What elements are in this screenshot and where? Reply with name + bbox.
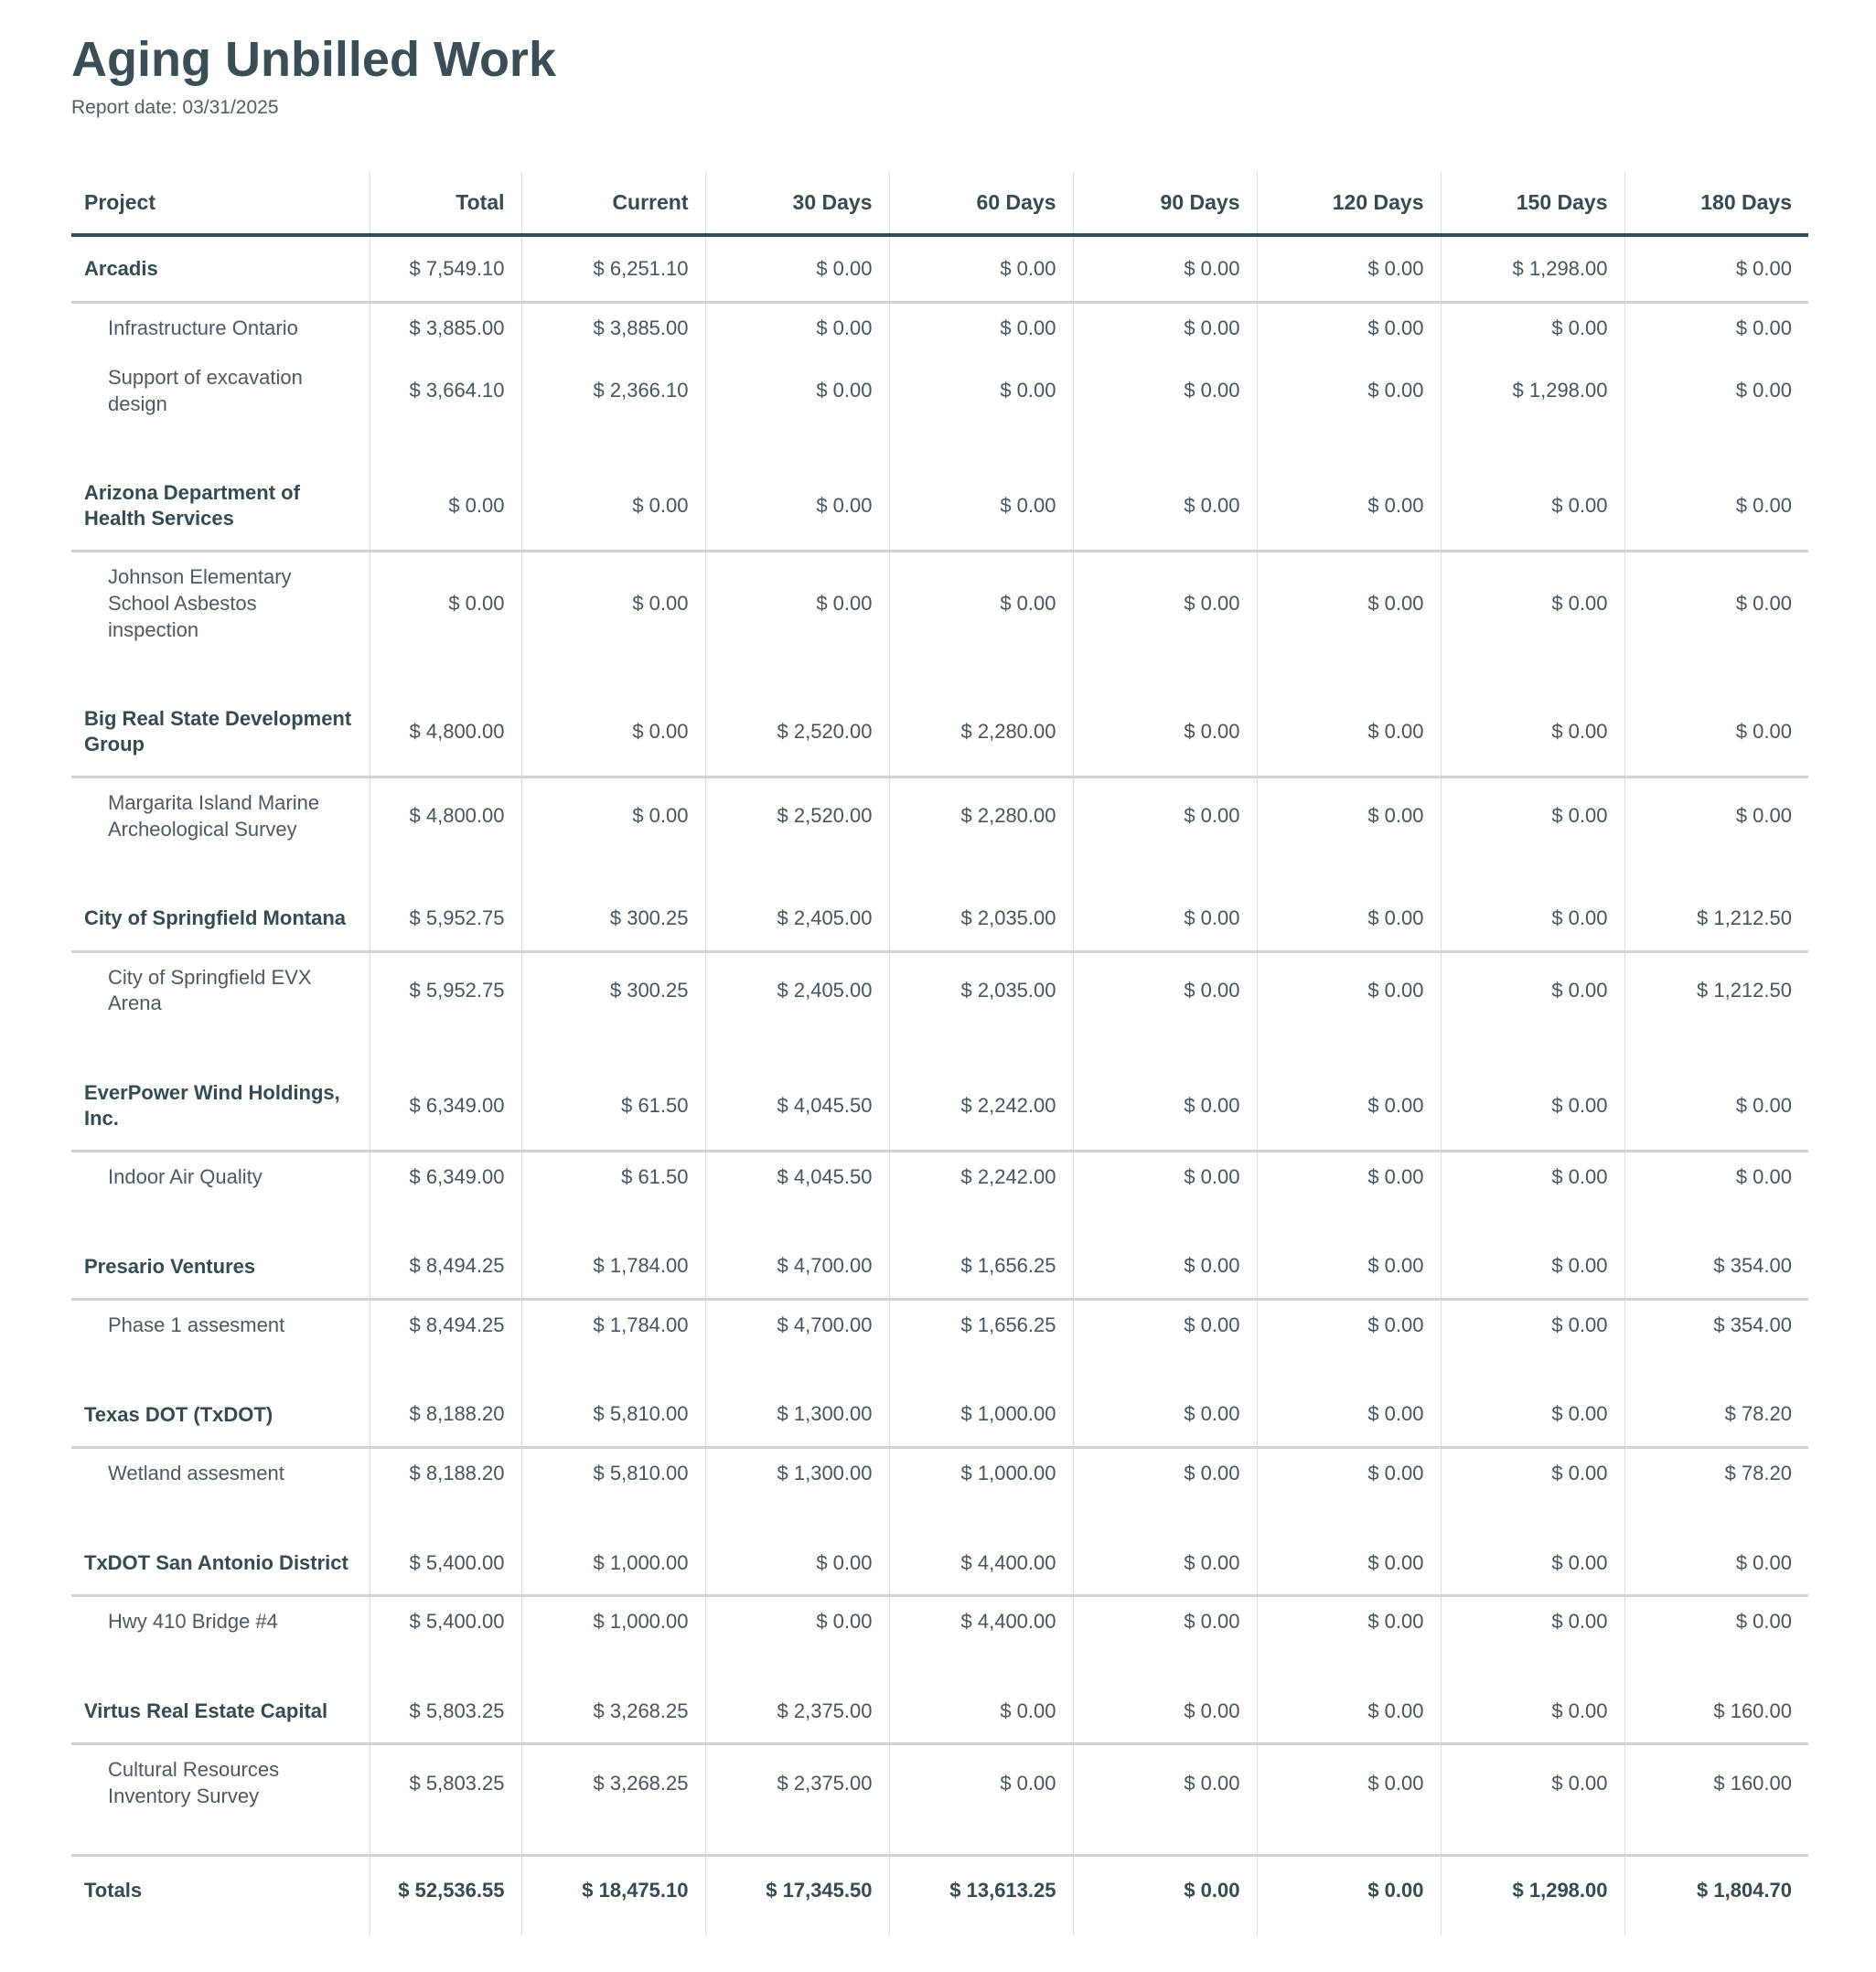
column-header-120-days: 120 Days [1257,172,1441,235]
group-row [71,1235,1808,1300]
amount-cell: $ 0.00 [1073,1448,1257,1531]
group-name-cell: Arcadis [71,235,370,302]
aging-unbilled-table [71,172,1808,1935]
report-title: Aging Unbilled Work [71,32,556,87]
project-name-cell: Margarita Island Marine Archeological Survey [108,791,320,841]
amount-cell: $ 1,656.25 [889,1235,1073,1300]
amount-cell: $ 4,400.00 [889,1596,1073,1679]
amount-cell: $ 0.00 [1073,1152,1257,1235]
amount-cell: $ 3,885.00 [521,302,705,353]
amount-cell: $ 2,280.00 [889,687,1073,777]
child-row [71,1448,1808,1531]
amount-cell: $ 78.20 [1624,1383,1808,1448]
amount-cell: $ 0.00 [889,302,1073,353]
project-name-cell: Wetland assesment [108,1462,284,1485]
group-name-cell: Texas DOT (TxDOT) [71,1383,370,1448]
amount-cell: $ 0.00 [1441,1061,1624,1152]
group-row [71,886,1808,951]
amount-cell: $ 0.00 [1257,461,1441,552]
project-name-cell: Indoor Air Quality [108,1165,263,1189]
group-name-cell: Presario Ventures [71,1235,370,1300]
column-header-150-days: 150 Days [1441,172,1624,235]
group-name-cell: Big Real State Development Group [71,687,370,777]
amount-cell: $ 0.00 [1257,886,1441,951]
amount-cell: $ 0.00 [1073,235,1257,302]
table-body [71,235,1808,1935]
amount-cell: $ 52,536.55 [370,1855,521,1935]
amount-cell: $ 1,784.00 [521,1235,705,1300]
amount-cell: $ 0.00 [370,552,521,687]
amount-cell: $ 0.00 [1073,687,1257,777]
amount-cell: $ 0.00 [521,461,705,552]
amount-cell: $ 7,549.10 [370,235,521,302]
amount-cell: $ 0.00 [1441,461,1624,552]
amount-cell: $ 0.00 [889,1679,1073,1744]
amount-cell: $ 0.00 [1073,1235,1257,1300]
amount-cell: $ 0.00 [1624,461,1808,552]
child-row [71,1744,1808,1855]
amount-cell: $ 78.20 [1624,1448,1808,1531]
amount-cell: $ 1,298.00 [1441,235,1624,302]
amount-cell: $ 8,494.25 [370,1235,521,1300]
amount-cell: $ 0.00 [705,1596,889,1679]
amount-cell: $ 4,800.00 [370,777,521,887]
amount-cell: $ 0.00 [889,235,1073,302]
amount-cell: $ 6,251.10 [521,235,705,302]
amount-cell: $ 8,494.25 [370,1300,521,1383]
project-name-cell: Phase 1 assesment [108,1313,285,1337]
amount-cell: $ 0.00 [705,461,889,552]
amount-cell: $ 0.00 [1073,1596,1257,1679]
amount-cell: $ 0.00 [1257,777,1441,887]
group-row [71,461,1808,552]
amount-cell: $ 0.00 [1441,1448,1624,1531]
group-name-cell: TxDOT San Antonio District [71,1531,370,1596]
amount-cell: $ 0.00 [521,687,705,777]
report-date: Report date: 03/31/2025 [71,97,279,119]
amount-cell: $ 0.00 [1257,1448,1441,1531]
group-name-cell: EverPower Wind Holdings, Inc. [71,1061,370,1152]
amount-cell: $ 1,000.00 [889,1383,1073,1448]
amount-cell: $ 2,035.00 [889,951,1073,1061]
project-name-cell: Infrastructure Ontario [108,316,298,339]
amount-cell: $ 0.00 [1441,777,1624,887]
group-row [71,1531,1808,1596]
amount-cell: $ 0.00 [1441,1531,1624,1596]
amount-cell: $ 0.00 [370,461,521,552]
column-header-90-days: 90 Days [1073,172,1257,235]
column-header-180-days: 180 Days [1624,172,1808,235]
group-row [71,1383,1808,1448]
amount-cell: $ 0.00 [705,235,889,302]
amount-cell: $ 1,656.25 [889,1300,1073,1383]
amount-cell: $ 4,045.50 [705,1152,889,1235]
amount-cell: $ 0.00 [1073,951,1257,1061]
amount-cell: $ 0.00 [1441,1383,1624,1448]
amount-cell: $ 0.00 [889,552,1073,687]
amount-cell: $ 5,400.00 [370,1596,521,1679]
amount-cell: $ 0.00 [1257,302,1441,353]
amount-cell: $ 0.00 [1624,353,1808,461]
amount-cell: $ 0.00 [1257,1531,1441,1596]
amount-cell: $ 0.00 [1441,687,1624,777]
amount-cell: $ 4,800.00 [370,687,521,777]
amount-cell: $ 0.00 [1441,1596,1624,1679]
amount-cell: $ 0.00 [1624,687,1808,777]
amount-cell: $ 0.00 [1073,1300,1257,1383]
amount-cell: $ 2,520.00 [705,687,889,777]
amount-cell: $ 1,212.50 [1624,886,1808,951]
amount-cell: $ 0.00 [1073,461,1257,552]
column-header-60-days: 60 Days [889,172,1073,235]
header-row [71,172,1808,235]
amount-cell: $ 4,045.50 [705,1061,889,1152]
amount-cell: $ 0.00 [1073,1855,1257,1935]
amount-cell: $ 1,000.00 [521,1596,705,1679]
amount-cell: $ 4,700.00 [705,1235,889,1300]
amount-cell: $ 0.00 [1073,1061,1257,1152]
amount-cell: $ 5,400.00 [370,1531,521,1596]
amount-cell: $ 0.00 [705,353,889,461]
amount-cell: $ 2,280.00 [889,777,1073,887]
amount-cell: $ 61.50 [521,1061,705,1152]
amount-cell: $ 0.00 [1257,1235,1441,1300]
amount-cell: $ 160.00 [1624,1679,1808,1744]
amount-cell: $ 5,803.25 [370,1744,521,1855]
amount-cell: $ 1,000.00 [521,1531,705,1596]
amount-cell: $ 4,700.00 [705,1300,889,1383]
amount-cell: $ 0.00 [1624,552,1808,687]
amount-cell: $ 0.00 [1441,1300,1624,1383]
amount-cell: $ 0.00 [1441,1679,1624,1744]
amount-cell: $ 3,885.00 [370,302,521,353]
amount-cell: $ 0.00 [1257,1679,1441,1744]
amount-cell: $ 13,613.25 [889,1855,1073,1935]
amount-cell: $ 2,366.10 [521,353,705,461]
child-row [71,1152,1808,1235]
amount-cell: $ 1,298.00 [1441,353,1624,461]
amount-cell: $ 0.00 [1073,1744,1257,1855]
amount-cell: $ 2,242.00 [889,1152,1073,1235]
amount-cell: $ 5,952.75 [370,886,521,951]
amount-cell: $ 0.00 [1257,235,1441,302]
amount-cell: $ 8,188.20 [370,1448,521,1531]
amount-cell: $ 5,810.00 [521,1383,705,1448]
totals-label-cell: Totals [71,1855,370,1935]
amount-cell: $ 0.00 [521,552,705,687]
amount-cell: $ 3,268.25 [521,1744,705,1855]
amount-cell: $ 0.00 [1441,552,1624,687]
amount-cell: $ 0.00 [889,353,1073,461]
amount-cell: $ 0.00 [1624,1596,1808,1679]
amount-cell: $ 18,475.10 [521,1855,705,1935]
column-header-project: Project [71,172,370,235]
child-row [71,1300,1808,1383]
amount-cell: $ 354.00 [1624,1300,1808,1383]
amount-cell: $ 2,035.00 [889,886,1073,951]
amount-cell: $ 2,375.00 [705,1679,889,1744]
amount-cell: $ 0.00 [1441,302,1624,353]
amount-cell: $ 0.00 [1257,1152,1441,1235]
amount-cell: $ 0.00 [1257,687,1441,777]
amount-cell: $ 0.00 [1073,777,1257,887]
amount-cell: $ 0.00 [705,552,889,687]
project-name-cell: Johnson Elementary School Asbestos inspection [108,565,292,641]
child-row [71,777,1808,887]
amount-cell: $ 0.00 [1441,1152,1624,1235]
amount-cell: $ 0.00 [1073,886,1257,951]
amount-cell: $ 17,345.50 [705,1855,889,1935]
amount-cell: $ 0.00 [889,461,1073,552]
group-name-cell: City of Springfield Montana [71,886,370,951]
amount-cell: $ 0.00 [705,302,889,353]
child-row [71,1596,1808,1679]
amount-cell: $ 0.00 [1257,1300,1441,1383]
column-header-current: Current [521,172,705,235]
column-header-total: Total [370,172,521,235]
amount-cell: $ 0.00 [1257,353,1441,461]
project-name-cell: City of Springfield EVX Arena [108,965,312,1015]
child-row [71,552,1808,687]
amount-cell: $ 0.00 [1441,1744,1624,1855]
amount-cell: $ 0.00 [889,1744,1073,1855]
amount-cell: $ 0.00 [1073,552,1257,687]
amount-cell: $ 0.00 [705,1531,889,1596]
group-row [71,1061,1808,1152]
amount-cell: $ 5,803.25 [370,1679,521,1744]
amount-cell: $ 1,804.70 [1624,1855,1808,1935]
amount-cell: $ 1,300.00 [705,1448,889,1531]
amount-cell: $ 8,188.20 [370,1383,521,1448]
amount-cell: $ 0.00 [1257,1383,1441,1448]
amount-cell: $ 6,349.00 [370,1152,521,1235]
amount-cell: $ 0.00 [1624,1061,1808,1152]
amount-cell: $ 0.00 [1257,1596,1441,1679]
amount-cell: $ 0.00 [1073,302,1257,353]
report-header [71,31,1808,119]
amount-cell: $ 0.00 [1441,886,1624,951]
amount-cell: $ 61.50 [521,1152,705,1235]
amount-cell: $ 0.00 [1257,552,1441,687]
amount-cell: $ 0.00 [1624,302,1808,353]
amount-cell: $ 0.00 [1624,235,1808,302]
amount-cell: $ 4,400.00 [889,1531,1073,1596]
amount-cell: $ 5,952.75 [370,951,521,1061]
amount-cell: $ 1,298.00 [1441,1855,1624,1935]
amount-cell: $ 2,520.00 [705,777,889,887]
amount-cell: $ 1,000.00 [889,1448,1073,1531]
amount-cell: $ 0.00 [1073,1383,1257,1448]
amount-cell: $ 354.00 [1624,1235,1808,1300]
amount-cell: $ 2,242.00 [889,1061,1073,1152]
project-name-cell: Hwy 410 Bridge #4 [108,1610,278,1634]
amount-cell: $ 0.00 [1073,353,1257,461]
amount-cell: $ 6,349.00 [370,1061,521,1152]
group-row [71,687,1808,777]
group-name-cell: Virtus Real Estate Capital [71,1679,370,1744]
amount-cell: $ 1,300.00 [705,1383,889,1448]
amount-cell: $ 0.00 [1257,1061,1441,1152]
project-name-cell: Cultural Resources Inventory Survey [108,1758,280,1807]
amount-cell: $ 0.00 [1257,1855,1441,1935]
amount-cell: $ 2,405.00 [705,886,889,951]
amount-cell: $ 0.00 [1073,1531,1257,1596]
amount-cell: $ 0.00 [521,777,705,887]
amount-cell: $ 1,212.50 [1624,951,1808,1061]
project-name-cell: Support of excavation design [108,366,303,415]
amount-cell: $ 3,664.10 [370,353,521,461]
group-row [71,1679,1808,1744]
group-row [71,235,1808,302]
amount-cell: $ 300.25 [521,886,705,951]
amount-cell: $ 0.00 [1624,1531,1808,1596]
table-head [71,172,1808,235]
amount-cell: $ 1,784.00 [521,1300,705,1383]
group-name-cell: Arizona Department of Health Services [71,461,370,552]
amount-cell: $ 0.00 [1073,1679,1257,1744]
amount-cell: $ 0.00 [1257,1744,1441,1855]
child-row [71,302,1808,353]
amount-cell: $ 0.00 [1624,777,1808,887]
amount-cell: $ 0.00 [1257,951,1441,1061]
child-row [71,353,1808,461]
child-row [71,951,1808,1061]
amount-cell: $ 0.00 [1441,951,1624,1061]
amount-cell: $ 3,268.25 [521,1679,705,1744]
amount-cell: $ 2,405.00 [705,951,889,1061]
column-header-30-days: 30 Days [705,172,889,235]
amount-cell: $ 5,810.00 [521,1448,705,1531]
amount-cell: $ 300.25 [521,951,705,1061]
amount-cell: $ 160.00 [1624,1744,1808,1855]
amount-cell: $ 0.00 [1441,1235,1624,1300]
totals-row [71,1855,1808,1935]
amount-cell: $ 2,375.00 [705,1744,889,1855]
amount-cell: $ 0.00 [1624,1152,1808,1235]
